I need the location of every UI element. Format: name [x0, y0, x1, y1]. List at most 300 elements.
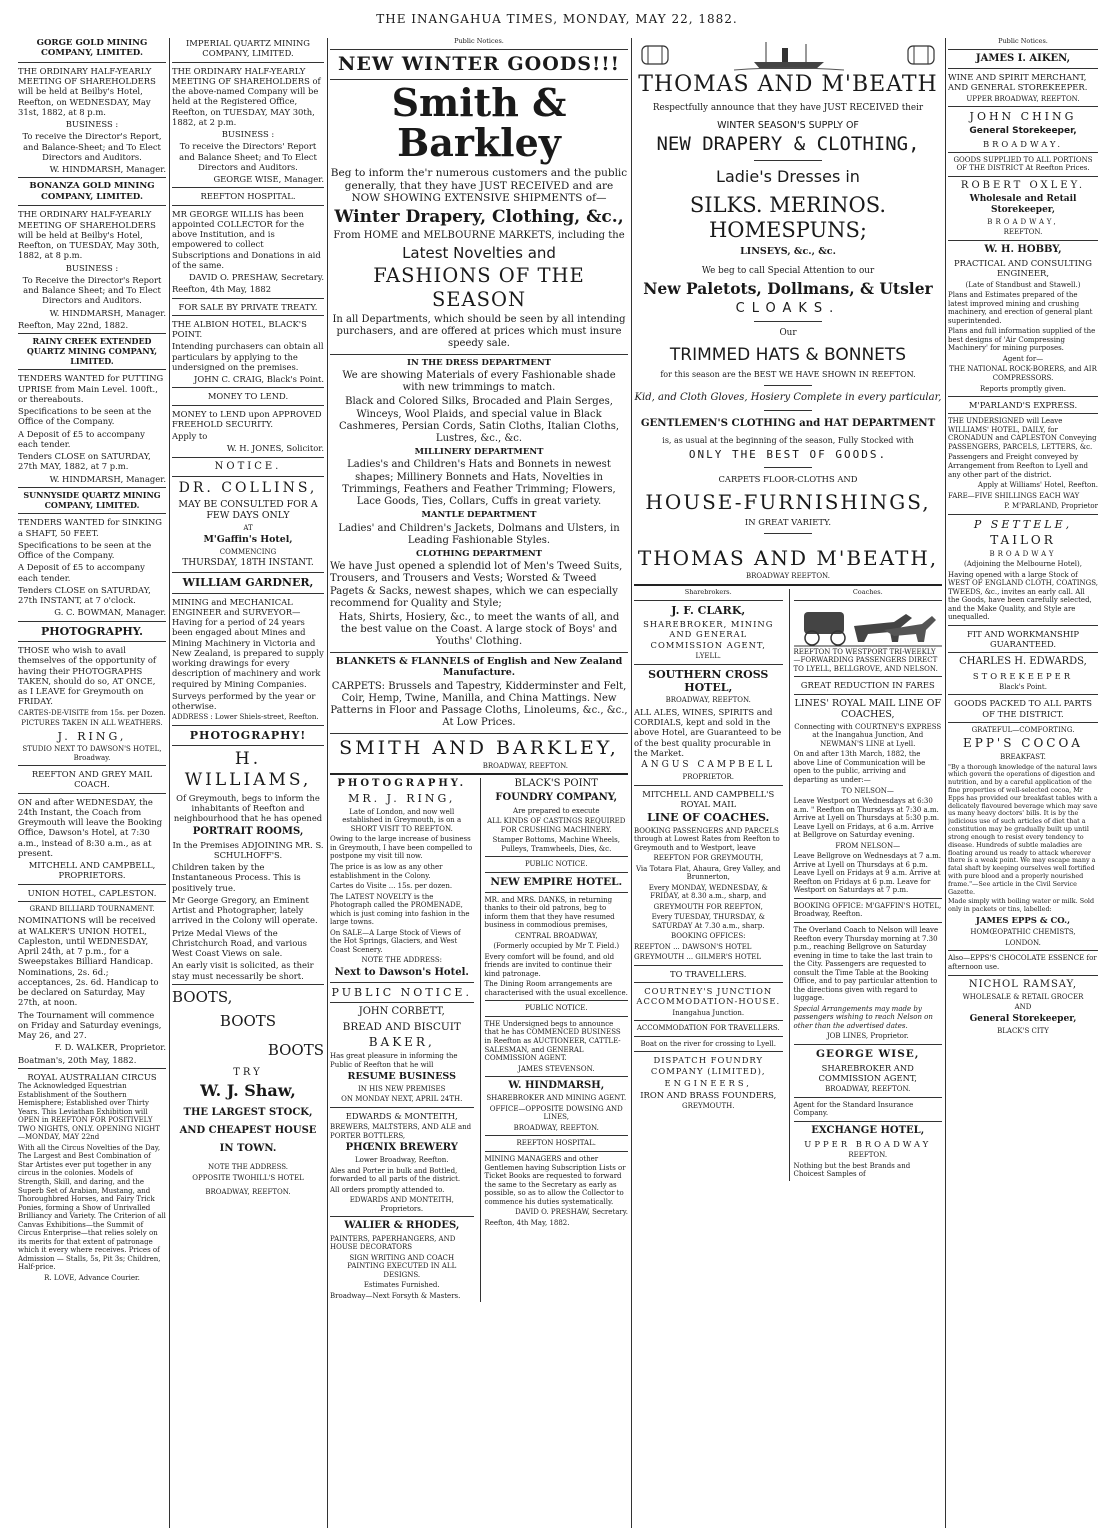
- ad-text: ONLY THE BEST OF GOODS.: [688, 447, 888, 461]
- ad-signature: W. HINDMARSH, Manager.: [49, 307, 166, 318]
- ad-body: BOOKING PASSENGERS AND PARCELS through at Lowest Rates from Reefton to Greymouth and to Westport, leave: [634, 826, 780, 852]
- ad-signature: W. H. JONES, Solicitor.: [226, 443, 324, 454]
- ad-text: ENGINEERS,: [664, 1077, 752, 1088]
- ad-name: W. J. Shaw,: [200, 1081, 296, 1101]
- ad-body: Owing to the large increase of business in Greymouth, I have been compelled to postpone my visit till now.: [330, 835, 473, 861]
- ad-name: SMITH AND BARKLEY,: [339, 736, 619, 759]
- ad-body: MR GEORGE WILLIS has been appointed COLLECTOR for the above Institution, and is empowered to collect Subscriptions and Donations in aid of the same.: [172, 208, 321, 270]
- ad-body: In all Departments, which should be seen by all intending purchasers, and are offered at prices which must insure speedy sale.: [332, 314, 626, 350]
- ad-text: Respectfully announce that they have JUST RECEIVED their: [652, 102, 924, 113]
- ad-body: Nothing but the best Brands and Choicest Samples of: [793, 1161, 911, 1179]
- ad-text: To receive the Directors' Report and Balance Sheet; and To Elect Directors and Auditors.: [179, 141, 317, 172]
- ad-body: THOSE who wish to avail themselves of the opportunity of having their PHOTOGRAPHS TAKEN, should do so, AT ONCE, as I LEAVE for Greymouth on FRIDAY.: [18, 645, 156, 707]
- ad-heading: DISPATCH FOUNDRY COMPANY (LIMITED),: [650, 1055, 766, 1076]
- ad-text: Reports promptly given.: [979, 384, 1067, 393]
- ad-text: BROADWAY,: [987, 217, 1059, 226]
- ad-body: REEFTON TO WESTPORT TRI-WEEKLY—FORWARDING PASSENGERS DIRECT TO LYELL, BELLGROVE, AND NELSON.: [793, 647, 938, 673]
- ad-text: Kid, and Cloth Gloves, Hosiery Complete in every particular,: [634, 392, 942, 404]
- ad-text: PORTRAIT ROOMS,: [192, 825, 304, 837]
- ad-text: BREAKFAST.: [1000, 753, 1046, 762]
- ad-name: EDWARDS & MONTEITH,: [345, 1110, 458, 1121]
- ad-text: General Storekeeper,: [969, 1013, 1077, 1024]
- ad-body: The LATEST NOVELTY is the Photograph called the PROMENADE, which is just coming into fashion in the large towns.: [330, 892, 470, 927]
- ad-text: PROPRIETOR.: [682, 773, 734, 782]
- ad-text: FROM NELSON—: [835, 841, 901, 850]
- ad-signature: DAVID O. PRESHAW, Secretary.: [188, 272, 324, 282]
- ad-text: SHAREBROKER AND MINING AGENT.: [486, 1094, 627, 1103]
- ad-heading: FOR SALE BY PRIVATE TREATY.: [178, 301, 318, 312]
- ad-heading: BONANZA GOLD MINING COMPANY, LIMITED.: [29, 181, 155, 202]
- ad-text: LINSEYS, &c., &c.: [740, 246, 836, 258]
- ad-body: We have Just opened a splendid lot of Men's Tweed Suits, Trousers, and Trousers and Vests; Worsted & Tweed Pagets & Sacks, newest shapes, which we can especially recommend for Quality and Style;: [330, 561, 623, 609]
- ad-text: GRAND BILLIARD TOURNAMENT.: [29, 904, 155, 913]
- ad-text: (Late of Standbust and Stawell.): [965, 280, 1081, 289]
- ad-text: To receive the Director's Report, and Balance-Sheet; and To Elect Directors and Auditors.: [22, 131, 162, 162]
- ad-signature: ANGUS CAMPBELL: [641, 760, 776, 771]
- ad-text: Latest Novelties and: [402, 244, 556, 263]
- ad-text: Every TUESDAY, THURSDAY, & SATURDAY At 7.30 a.m., sharp.: [651, 913, 765, 930]
- ad-text: BOOTS,: [172, 987, 233, 1006]
- ad-signature: W. HINDMARSH, Manager.: [49, 473, 166, 484]
- ad-body: PAINTERS, PAPERHANGERS, AND HOUSE DECORATORS: [330, 1234, 456, 1252]
- ad-name: J. RING,: [57, 729, 127, 743]
- ad-body: The Dining Room arrangements are characterised with the usual excellence.: [484, 980, 628, 997]
- ad-heading: MONEY TO LEND.: [207, 391, 289, 402]
- ad-text: CENTRAL BROADWAY,: [514, 931, 598, 940]
- ad-name: W. HINDMARSH,: [508, 1080, 605, 1092]
- ad-text: GOODS PACKED TO ALL PARTS OF THE DISTRICT.: [954, 698, 1092, 719]
- ad-body: Passengers and Freight conveyed by Arrangement from Reefton to Lyell and any other part of the district.: [948, 453, 1089, 479]
- ad-text: HOMŒOPATHIC CHEMISTS,: [970, 928, 1076, 937]
- ad-text: Black's Point.: [999, 682, 1047, 691]
- column-3-left: [330, 778, 474, 1302]
- ad-heading: BLACK'S POINT: [514, 778, 598, 790]
- ad-subhead: CLOTHING DEPARTMENT: [416, 548, 542, 559]
- ad-text: REEFTON FOR GREYMOUTH,: [653, 854, 764, 863]
- ad-body: TENDERS WANTED for PUTTING UPRISE from Main Level. 100ft., or thereabouts.: [18, 373, 164, 404]
- ad-body: WINE AND SPIRIT MERCHANT, AND GENERAL STOREKEEPER.: [948, 72, 1088, 93]
- ad-body: THE ORDINARY HALF-YEARLY MEETING OF SHAREHOLDERS of the above-named Company will be held at the Registered Office, Reefton, on TUESDAY, MAY 30th, 1882, at 2 p.m.: [172, 65, 321, 127]
- column-5: [948, 38, 1098, 1528]
- ad-text: THURSDAY, 18TH INSTANT.: [182, 558, 314, 569]
- ad-text: BROADWAY, REEFTON.: [482, 761, 568, 770]
- ad-text: OPPOSITE TWOHILL'S HOTEL: [192, 1173, 304, 1182]
- ad-text: BOOTS: [219, 1012, 277, 1031]
- ad-body: TENDERS WANTED for SINKING a SHAFT, 50 FEET.: [18, 517, 162, 538]
- ad-text: (Adjoining the Melbourne Hotel),: [964, 560, 1082, 569]
- ad-heading: IMPERIAL QUARTZ MINING COMPANY, LIMITED.: [186, 38, 310, 59]
- ad-heading: LINES' ROYAL MAIL LINE OF COACHES,: [794, 697, 941, 721]
- ad-body: ALL KINDS OF CASTINGS REQUIRED FOR CRUSHING MACHINERY.: [487, 817, 626, 834]
- ad-heading: NOTICE.: [214, 460, 282, 472]
- ad-text: AT: [243, 523, 253, 532]
- ad-subhead: MANTLE DEPARTMENT: [421, 510, 537, 521]
- ad-headline: THOMAS AND M'BEATH: [638, 72, 938, 97]
- ad-headline: SILKS. MERINOS. HOMESPUNS;: [689, 192, 887, 243]
- ad-text: BROADWAY, REEFTON.: [825, 1085, 911, 1094]
- column-1: [18, 38, 166, 1528]
- ad-text: BREAD AND BISCUIT: [342, 1020, 461, 1033]
- ad-signature: MITCHELL AND CAMPBELL, PROPRIETORS.: [28, 860, 156, 881]
- ad-text: Ladie's Dresses in: [716, 167, 860, 187]
- ad-heading: ROYAL AUSTRALIAN CIRCUS: [27, 1071, 157, 1082]
- ad-body: Tenders CLOSE on SATURDAY, 27th MAY, 1882, at 7 p.m.: [18, 451, 151, 472]
- ad-text: FIT AND WORKMANSHIP GUARANTEED.: [966, 628, 1080, 650]
- ad-heading: GREAT REDUCTION IN FARES: [800, 680, 935, 691]
- ad-body: Beg to inform the'r numerous customers and the public generally, that they have JUST RECEIVED and are NOW SHOWING EXTENSIVE SHIPMENTS of—: [330, 166, 628, 205]
- ad-body: Intending purchasers can obtain all particulars by applying to the undersigned on the premises.: [172, 341, 324, 372]
- ad-body: Plans and full information supplied of the best designs of 'Air Compressing Machinery' for mining purposes.: [948, 327, 1096, 353]
- ad-heading: LINE OF COACHES.: [647, 811, 770, 825]
- section-label: Public Notices.: [454, 38, 504, 45]
- ad-text: GENTLEMEN'S CLOTHING and HAT DEPARTMENT: [640, 417, 936, 430]
- column-3-right: [480, 778, 629, 1302]
- ad-body: THE ALBION HOTEL, BLACK'S POINT.: [172, 318, 307, 339]
- ad-body: On and after 13th March, 1882, the above Line of Communication will be open to the public, arriving and departing as under:—: [793, 750, 926, 784]
- ad-headline: Winter Drapery, Clothing, &c.,: [334, 207, 624, 228]
- ad-heading: PUBLIC NOTICE.: [524, 860, 588, 869]
- ad-text: Agent for the Standard Insurance Company.: [793, 1100, 914, 1118]
- ad-text: AND CHEAPEST HOUSE: [179, 1124, 317, 1136]
- ad-text: GREYMOUTH FOR REEFTON,: [653, 902, 763, 911]
- column-4-left: [634, 589, 783, 1181]
- ad-heading: PHOTOGRAPHY.: [40, 624, 143, 638]
- ad-heading: MITCHELL AND CAMPBELL'S ROYAL MAIL: [642, 788, 775, 809]
- ad-text: Our: [779, 328, 797, 339]
- ad-text: Boat on the river for crossing to Lyell.: [640, 1039, 777, 1048]
- ad-heading: UNION HOTEL, CAPLESTON.: [27, 887, 157, 898]
- ad-heading: RAINY CREEK EXTENDED QUARTZ MINING COMPANY, LIMITED.: [26, 336, 158, 366]
- ad-name: CHARLES H. EDWARDS,: [959, 656, 1087, 668]
- ad-name: EPP'S COCOA: [963, 736, 1083, 751]
- ad-name: THOMAS AND M'BEATH,: [637, 545, 939, 570]
- ad-body: Made simply with boiling water or milk. Sold only in packets or tins, labelled:: [948, 897, 1095, 914]
- ad-text: General Storekeeper,: [969, 125, 1077, 136]
- column-rule: [327, 38, 328, 1528]
- ad-name: GEORGE WISE,: [816, 1047, 920, 1060]
- ad-text: Also—EPPS'S CHOCOLATE ESSENCE for afternoon use.: [948, 954, 1097, 971]
- ad-text: Broadway—Next Forsyth & Masters.: [330, 1291, 461, 1300]
- ad-text: STUDIO NEXT TO DAWSON'S HOTEL, Broadway.: [22, 745, 162, 762]
- ad-heading: PUBLIC NOTICE.: [331, 986, 472, 1000]
- ad-body: Surveys performed by the year or otherwise.: [172, 690, 316, 712]
- ad-body: Prize Medal Views of the Christchurch Road, and various West Coast Views on sale.: [172, 927, 307, 959]
- ad-headline: TRIMMED HATS & BONNETS: [669, 344, 907, 365]
- ad-heading: REEFTON AND GREY MAIL COACH.: [31, 769, 153, 790]
- ad-body: "By a thorough knowledge of the natural laws which govern the operations of digestion and nutrition, and by a careful application of the fine properties of well-selected cocoa, Mr Epps has provided our breakfast tables with a delicately flavoured beverage which may save us many heavy doctors' bills. It is by the judicious use of such articles of diet that a constitution may be gradually built up until strong enough to resist every tendency to disease. Hundreds of subtle maladies are floating around us ready to attack wherever there is a weak point. We may escape many a fatal shaft by keeping ourselves well fortified with pure blood and a properly nourished frame."—See article in the Civil Service Gazette.: [948, 762, 1098, 896]
- ad-signature: EDWARDS AND MONTEITH, Proprietors.: [349, 1196, 454, 1213]
- ad-body: SHAREBROKER, MINING AND GENERAL COMMISSION AGENT,: [643, 619, 774, 650]
- ad-text: BROADWAY, REEFTON.: [513, 1123, 599, 1132]
- ad-text: CARTES-DE-VISITE from 15s. per Dozen.: [18, 708, 166, 717]
- ad-signature: G. C. BOWMAN, Manager.: [54, 607, 166, 618]
- ad-body: ALL ALES, WINES, SPIRITS and CORDIALS, kept and sold in the above Hotel, are Guaranteed to be of the best quality procurable in the Market.: [634, 706, 782, 758]
- ad-body: Plans and Estimates prepared of the latest improved mining and crushing machinery, and erection of general plant superintended.: [948, 291, 1093, 325]
- ad-text: Wholesale and Retail Storekeeper,: [969, 194, 1077, 215]
- masthead: THE INANGAHUA TIMES, MONDAY, MAY 22, 1882.: [376, 12, 738, 26]
- ad-body: We are showing Materials of every Fashionable shade with new trimmings to match.: [342, 369, 616, 394]
- ad-body: Special Arrangements may made by passengers wishing to reach Nelson on other than the advertised dates.: [793, 1004, 933, 1030]
- ad-text: Lower Broadway, Reefton.: [355, 1156, 449, 1165]
- ad-text: THE LARGEST STOCK,: [183, 1106, 313, 1118]
- ad-text: From HOME and MELBOURNE MARKETS, including the: [333, 230, 625, 241]
- ad-body: Specifications to be seen at the Office of the Company.: [18, 539, 152, 561]
- ad-body: A Deposit of £5 to accompany each tender.: [18, 428, 145, 449]
- ad-text: NOTE THE ADDRESS.: [207, 1163, 289, 1172]
- ad-text: SHAREBROKER AND COMMISSION AGENT,: [818, 1062, 917, 1083]
- barrel-icon: [908, 46, 934, 64]
- column-4: [634, 38, 942, 1528]
- ad-headline: NEW WINTER GOODS!!!: [338, 52, 620, 75]
- ad-text: TAILOR: [990, 533, 1056, 548]
- ad-text: BUSINESS :: [65, 119, 119, 130]
- ad-body: THE ORDINARY HALF-YEARLY MEETING OF SHAREHOLDERS will be held at Beilby's Hotel, Reefton, on WEDNESDAY, May 31st, 1882, at 8 p.m.: [18, 65, 156, 117]
- ad-body: Leave Bellgrove on Wednesdays at 7 a.m. Arrive at Lyell on Thursdays at 6 p.m. Leave Lyell on Fridays at 9 a.m. Arrive at Reefton on Fridays at 6 p.m. Leave for Westport on Saturdays at 7 p.m.: [793, 852, 941, 895]
- ad-name: DR. COLLINS,: [178, 479, 318, 496]
- ad-text: TO NELSON—: [841, 786, 894, 795]
- ad-text: Estimates Furnished.: [363, 1281, 440, 1290]
- ad-body: Ladies' and Children's Jackets, Dolmans and Ulsters, in Leading Fashionable Styles.: [338, 522, 620, 546]
- column-rule: [631, 38, 632, 1528]
- ad-body: Leave Westport on Wednesdays at 6:30 a.m. " Reefton on Thursdays at 7:30 a.m. Arrive at Lyell on Thursdays at 5:30 p.m. Leave Lyell on Fridays, at 6 a.m. Arrive at Bellgrove on Saturday evening.: [793, 797, 940, 840]
- ad-text: BROADWAY, REEFTON.: [665, 696, 751, 705]
- ad-name: P SETTELE,: [973, 517, 1073, 531]
- ad-text: REEFTON.: [848, 1151, 888, 1160]
- ad-text: PHŒNIX BREWERY: [345, 1142, 458, 1154]
- ad-body: On SALE—A Large Stock of Views of the Hot Springs, Glaciers, and West Coast Scenery.: [330, 928, 461, 954]
- ad-text: THE NATIONAL ROCK-BORERS, and AIR COMPRESSORS.: [949, 365, 1097, 383]
- ad-text: GREYMOUTH ... GILMER'S HOTEL: [634, 953, 762, 962]
- ad-heading: PHOTOGRAPHY!: [189, 728, 307, 742]
- ad-text: BUSINESS :: [221, 129, 275, 139]
- ad-body: Ales and Porter in bulk and Bottled, forwarded to all parts of the district.: [330, 1166, 461, 1184]
- ad-text: RESUME BUSINESS: [347, 1071, 456, 1083]
- ad-text: In the Premises ADJOINING MR. S. SCHULHOFF'S.: [172, 839, 324, 860]
- ad-body: An early visit is solicited, as their stay must necessarily be short.: [172, 960, 314, 981]
- ad-body: The price is as low as any other establishment in the Colony.: [330, 863, 443, 880]
- ad-body: All orders promptly attended to.: [330, 1185, 445, 1194]
- ad-text: IN GREAT VARIETY.: [744, 516, 832, 527]
- ad-subhead: BLANKETS & FLANNELS of English and New Zealand Manufacture.: [335, 655, 623, 679]
- ad-body: Has great pleasure in informing the Public of Reefton that he will: [330, 1052, 458, 1069]
- ad-text: BOOTS: [267, 1040, 324, 1059]
- ad-text: WHOLESALE & RETAIL GROCER: [962, 992, 1084, 1001]
- ad-body: CARPETS: Brussels and Tapestry, Kidderminster and Felt, Coir, Hemp, Twine, Manilla, and China Mattings. New Patterns in Floor and Passage Cloths, Linoleums, &c., &c., At Low Prices.: [330, 680, 628, 729]
- ad-signature: JAMES STEVENSON.: [518, 1064, 595, 1073]
- ad-text: IN TOWN.: [219, 1142, 277, 1154]
- ad-text: BAKER,: [368, 1035, 435, 1050]
- ad-signature: JOHN C. CRAIG, Black's Point.: [193, 374, 324, 384]
- ad-heading: REEFTON HOSPITAL.: [200, 191, 296, 202]
- ad-name: JOHN CHING: [969, 110, 1077, 124]
- barrel-icon: [642, 46, 668, 64]
- ad-name: NICHOL RAMSAY,: [968, 978, 1078, 990]
- ad-headline: FASHIONS OF THE SEASON: [373, 264, 585, 312]
- ad-text: IN HIS NEW PREMISES: [358, 1084, 446, 1093]
- ad-heading: WILLIAM GARDNER,: [182, 576, 314, 590]
- ad-subhead: MILLINERY DEPARTMENT: [414, 447, 544, 458]
- ad-body: Ladies's and Children's Hats and Bonnets in newest shapes; Millinery Bonnets and Hats, Novelties in Trimmings, Feathers and Feather Trimming; Flowers, Lace Goods, Ties, Collars, Cuffs in great variety.: [342, 459, 616, 508]
- ad-body: The Tournament will commence on Friday and Saturday evenings, May 26, and 27.: [18, 1009, 162, 1041]
- ad-signature: R. LOVE, Advance Courier.: [44, 1273, 140, 1282]
- ad-name: JOHN CORBETT,: [358, 1006, 445, 1018]
- ad-heading: REEFTON HOSPITAL.: [516, 1139, 596, 1148]
- ad-body: A Deposit of £5 to accompany each tender.: [18, 562, 145, 583]
- ad-body: Every comfort will be found, and old friends are invited to continue their kind patronage.: [484, 952, 615, 978]
- ad-text: for this season are the BEST WE HAVE SHOWN IN REEFTON.: [660, 369, 916, 379]
- ad-text: Via Totara Flat, Ahaura, Grey Valley, and Brunnerton,: [636, 864, 781, 882]
- ad-name: W. H. HOBBY,: [984, 244, 1062, 256]
- column-4-right: [789, 589, 943, 1181]
- ad-subhead: IN THE DRESS DEPARTMENT: [407, 357, 551, 368]
- steamship-icon: [734, 42, 844, 70]
- ad-name: NEW EMPIRE HOTEL.: [490, 875, 623, 888]
- ad-body: Mr George Gregory, an Eminent Artist and Photographer, lately arrived in the Colony will operate.: [172, 894, 318, 926]
- ad-text: IRON AND BRASS FOUNDERS,: [640, 1090, 777, 1101]
- ad-body: THE ORDINARY HALF-YEARLY MEETING OF SHAREHOLDERS will be held at Beilby's Hotel, Reefton, on TUESDAY, May 30th, 1882, at 8 p.m.: [18, 209, 160, 261]
- ad-text: Cartes do Visite ... 15s. per dozen.: [330, 882, 453, 891]
- ad-text: WINTER SEASON'S SUPPLY OF: [717, 119, 859, 131]
- ad-text: M'Gaffin's Hotel,: [203, 534, 293, 546]
- ad-body: Tenders CLOSE on SATURDAY, 27th INSTANT, at 7 o'clock.: [18, 584, 151, 606]
- ad-heading: PHOTOGRAPHY.: [337, 778, 467, 790]
- ad-body: Stamper Bottoms, Machine Wheels, Pulleys, Tramwheels, Dies, &c.: [492, 836, 620, 853]
- ad-text: (Formerly occupied by Mr T. Field.): [493, 942, 620, 951]
- ad-text: BOOKING OFFICE: M'GAFFIN'S HOTEL, Broadway, Reefton.: [793, 901, 942, 919]
- ad-text: BLACK'S CITY: [997, 1026, 1049, 1035]
- ad-body: NOMINATIONS will be received at WALKER'S UNION HOTEL, Capleston, until WEDNESDAY, April 24th, at 7 p.m., for a Sweepstakes Billiard Handicap. Nominations, 2s. 6d.; acceptances, 2s. 6d. Handicap to be declared on Saturday, May 27th, at noon.: [18, 915, 159, 1008]
- ad-text: GREYMOUTH.: [682, 1102, 735, 1111]
- ad-heading: FOUNDRY COMPANY,: [495, 792, 618, 804]
- ad-signature: F. D. WALKER, Proprietor.: [54, 1042, 166, 1053]
- column-rule: [169, 38, 170, 1528]
- ad-body: ON and after WEDNESDAY, the 24th Instant, the Coach from Greymouth will leave the Booking Office, Dawson's Hotel, at 7:30 a.m., instead of 8:30 a.m., as at present.: [18, 796, 163, 858]
- ad-text: MAY BE CONSULTED FOR A FEW DAYS ONLY: [178, 498, 318, 522]
- ad-signature: DAVID O. PRESHAW, Secretary.: [515, 1208, 628, 1217]
- ad-signature: JAMES EPPS & CO.,: [975, 916, 1071, 927]
- ad-heading: TO TRAVELLERS.: [670, 968, 747, 979]
- ad-body: THE Undersigned begs to announce that he has COMMENCED BUSINESS in Reefton as AUCTIONEER, CATTLE-SALESMAN, and GENERAL COMMISSION AGENT.: [484, 1019, 621, 1063]
- ad-body: MR. and MRS. DANKS, in returning thanks to their old patrons, beg to inform them that they have resumed business in commodious premises,: [484, 895, 615, 930]
- ad-text: CARPETS FLOOR-CLOTHS AND: [718, 474, 858, 485]
- ad-text: LYELL.: [695, 651, 721, 660]
- ad-date: Reefton, May 22nd, 1882.: [18, 319, 129, 330]
- ship-engraving: [634, 38, 942, 72]
- ad-text: BUSINESS :: [65, 262, 119, 273]
- ad-body: The Acknowledged Equestrian Establishment of the Southern Hemisphere; Established over Thirty Years. This Leviathan Exhibition will OPEN in REEFTON FOR POSITIVELY TWO NIGHTS, ONLY. OPENING NIGHT—MONDAY, MAY 22nd: [18, 1082, 160, 1142]
- ad-text: TRY: [233, 1066, 263, 1078]
- ad-text: UPPER BROADWAY, REEFTON.: [966, 94, 1080, 103]
- ad-signature: GEORGE WISE, Manager.: [213, 174, 324, 184]
- ad-body: Late of London, and now well established in Greymouth, is on a SHORT VISIT TO REEFTON.: [342, 807, 462, 833]
- ad-headline: HOUSE-FURNISHINGS,: [645, 490, 931, 515]
- ad-name: EXCHANGE HOTEL,: [811, 1124, 925, 1136]
- ad-text: BROADWAY REEFTON.: [746, 572, 830, 581]
- ad-text: BROADWAY, REEFTON.: [205, 1188, 291, 1197]
- ad-text: Apply at Williams' Hotel, Reefton.: [977, 481, 1098, 490]
- ad-text: BROADWAY: [989, 549, 1057, 558]
- ad-body: SIGN WRITING AND COACH PAINTING EXECUTED IN ALL DESIGNS.: [347, 1253, 457, 1279]
- ad-text: Apply to: [172, 431, 208, 441]
- ad-body: THE UNDERSIGNED will Leave WILLIAMS' HOTEL, DAILY, for CRONADUN and CAPLESTON Conveying PASSENGERS, PARCELS, LETTERS, &c.: [948, 417, 1097, 451]
- ad-text: LONDON.: [1005, 938, 1041, 947]
- ad-body: MINING MANAGERS and other Gentlemen having Subscription Lists or Ticket Books are requested to forward the same to the Secretary as early as possible, so as to allow the Collector to commence his duties systematically.: [484, 1154, 626, 1206]
- ad-text: Agent for—: [1002, 354, 1044, 363]
- ad-text: To Receive the Director's Report and Balance Sheet; and To Elect Directors and Auditors.: [22, 274, 162, 306]
- ad-name: MR. J. RING,: [348, 792, 456, 806]
- ad-name: SOUTHERN CROSS HOTEL,: [648, 667, 769, 694]
- stagecoach-engraving: [794, 604, 943, 648]
- ad-text: REEFTON ... DAWSON'S HOTEL: [634, 942, 752, 951]
- stagecoach-icon: [804, 612, 845, 645]
- ad-text: GRATEFUL—COMFORTING.: [971, 725, 1075, 734]
- ad-body: Of Greymouth, begs to inform the inhabitants of Reefton and neighbourhood that he has opened: [173, 792, 323, 824]
- ad-body: Black and Colored Silks, Brocaded and Plain Serges, Winceys, Wool Plaids, and special value in Black Cashmeres, Persian Cords, Satin Cloths, Italian Cloths, Lustres, &c., &c.: [338, 396, 620, 444]
- ad-text: UPPER BROADWAY: [804, 1138, 932, 1149]
- ad-text: BROADWAY.: [982, 138, 1064, 149]
- ad-text: OFFICE—OPPOSITE DOWSING AND LINES,: [489, 1104, 623, 1122]
- ad-body: MONEY to LEND upon APPROVED FREEHOLD SECURITY.: [172, 408, 322, 429]
- section-label: Public Notices.: [998, 38, 1048, 45]
- ad-name: J. F. CLARK,: [671, 603, 746, 617]
- column-rule: [945, 38, 946, 1528]
- ad-text: is, as usual at the beginning of the season, Fully Stocked with: [662, 435, 914, 445]
- ad-text: PRACTICAL AND CONSULTING ENGINEER,: [954, 258, 1092, 279]
- ad-body: BREWERS, MALTSTERS, AND ALE and PORTER BOTTLERS,: [330, 1123, 472, 1140]
- ad-body: Specifications to be seen at the Office of the Company.: [18, 406, 152, 427]
- ad-body: The Overland Coach to Nelson will leave Reefton every Thursday morning at 7.30 p.m., reaching Bellgrove on Saturday evening in time to take the last train to the City. Passengers are requested to consult the Time Table at the Booking Office, and to pay particular attention to the directions given with regard to luggage.: [793, 925, 939, 1003]
- ad-name: H. WILLIAMS,: [184, 749, 312, 791]
- ad-text: Are prepared to execute: [513, 806, 600, 815]
- ad-text: ADDRESS : Lower Shiels-street, Reefton.: [172, 713, 319, 722]
- horse-icon: [854, 614, 936, 642]
- ad-heading: SUNNYSIDE QUARTZ MINING COMPANY, LIMITED.: [23, 489, 161, 510]
- ad-text: FARE—FIVE SHILLINGS EACH WAY: [948, 491, 1080, 500]
- ad-signature: W. HINDMARSH, Manager.: [49, 164, 166, 175]
- ad-text: We beg to call Special Attention to our: [701, 265, 875, 276]
- ad-date: Boatman's, 20th May, 1882.: [18, 1054, 137, 1065]
- ad-text: COURTNEY'S JUNCTION ACCOMMODATION-HOUSE.: [636, 986, 781, 1007]
- ad-heading: PUBLIC NOTICE.: [524, 1004, 588, 1013]
- column-2: [172, 38, 324, 1528]
- ad-text: AND: [1014, 1003, 1032, 1012]
- ad-body: Hats, Shirts, Hosiery, &c., to meet the wants of all, and the best value on the Coast. A large stock of Boys' and Youths' Clothing.: [338, 612, 620, 648]
- ad-text: ON MONDAY NEXT, APRIL 24TH.: [341, 1095, 463, 1104]
- section-label: Sharebrokers.: [684, 588, 732, 596]
- ad-heading: GORGE GOLD MINING COMPANY, LIMITED.: [36, 38, 148, 59]
- ad-date: Reefton, 4th May, 1882: [172, 284, 272, 295]
- ad-text: ACCOMMODATION FOR TRAVELLERS.: [636, 1024, 780, 1033]
- ad-body: Having opened with a large Stock of WEST OF ENGLAND CLOTH, COATINGS, TWEEDS, &c., invites an early call. All the Goods, have been carefully selected, and the Make Quality, and Style are unequalled.: [948, 570, 1098, 622]
- ad-headline: Smith & Barkley: [391, 80, 567, 165]
- ad-body: GOODS SUPPLIED TO ALL PORTIONS OF THE DISTRICT At Reefton Prices.: [953, 155, 1093, 173]
- ad-name: JAMES I. AIKEN,: [975, 52, 1071, 64]
- ad-body: Children taken by the Instantaneous Process. This is positively true.: [172, 862, 301, 893]
- ad-text: Every MONDAY, WEDNESDAY, & FRIDAY, at 8.30 a.m., sharp, and: [648, 883, 768, 901]
- ad-headline: New Paletots, Dollmans, & Utsler: [643, 279, 933, 299]
- ad-body: Connecting with COURTNEY'S EXPRESS at the Inangahua Junction, And NEWMAN'S LINE at Lyell.: [794, 722, 942, 748]
- ad-headline: NEW DRAPERY & CLOTHING,: [656, 133, 920, 156]
- section-label: Coaches.: [852, 588, 883, 596]
- ad-text: REEFTON.: [1003, 228, 1043, 237]
- ad-text: NOTE THE ADDRESS:: [361, 956, 442, 965]
- ad-text: Inangahua Junction.: [672, 1008, 745, 1017]
- ad-text: STOREKEEPER: [972, 670, 1074, 681]
- ad-name: WALIER & RHODES,: [344, 1220, 460, 1232]
- ad-body: With all the Circus Novelties of the Day, The Largest and Best Combination of Star Artistes ever put together in any circus in the colonies. Models of Strength, Skill, and daring, and the Superb Set of Arabian, Mustang, and Thoroughbred Horses, and Fairy Trick Ponies, forming a Show of Unrivalled Brilliancy and Variety. The Criterion of all Canvas Exhibitions—the Summit of Circus Enterprise—that relies solely on its merits for that extent of patronage which it every where receives. Prices of Admission — Stalls, 5s, Pit 3s; Children, Half-price.: [18, 1143, 166, 1272]
- ad-text: COMMENCING: [219, 547, 277, 556]
- ad-text: BOOKING OFFICES:: [670, 932, 746, 941]
